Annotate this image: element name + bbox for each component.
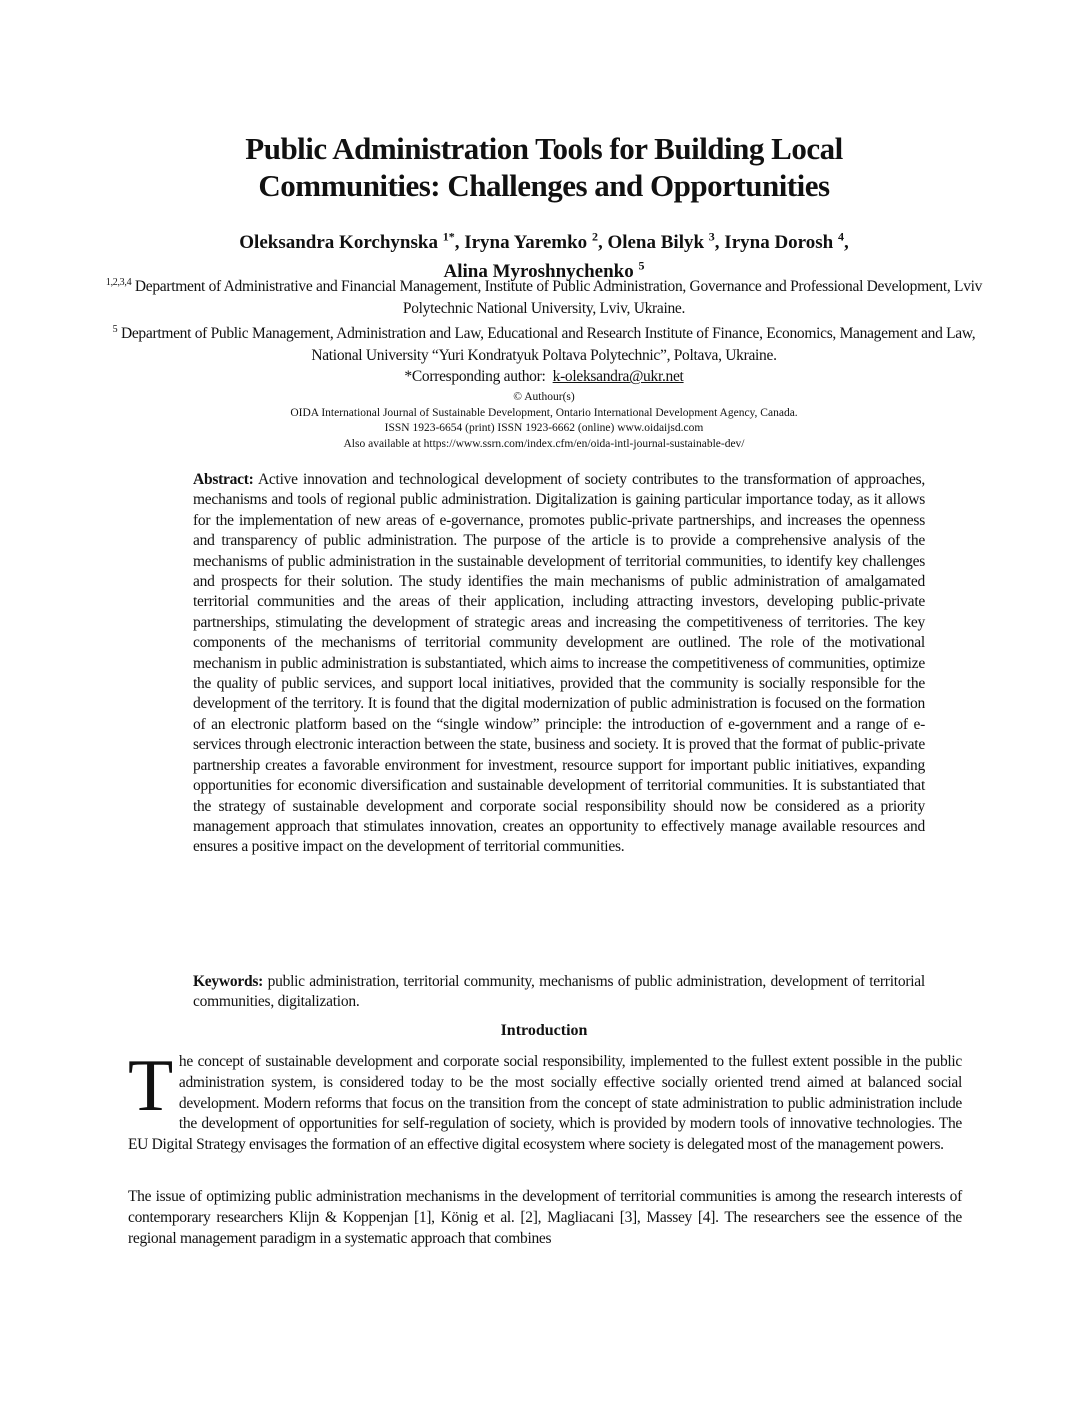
section-heading-introduction: Introduction (500, 1022, 588, 1039)
affiliation: $^{1,2,3,4}$ Department of Administrative and Financial Management, Institute of Public Administration, Governance and Professional Development, Lviv Polytechnic National University, Lviv, Ukraine. (105, 277, 983, 317)
intro-paragraph: The concept of sustainable development and corporate social responsibility, implemented to the fullest extent possible in the public administration system, is considered today to be the most socially effective socially oriented trend aimed at balanced social development. Modern reforms that focus on the transition from the concept of state administration to public administration include the development of opportunities for self-regulation of society, which is provided by modern tools of innovative technologies. The EU Digital Strategy envisages the formation of an effective digital ecosystem where society is delegated most of the management powers. (128, 1045, 962, 1154)
author: Iryna Dorosh $^4$, (724, 230, 849, 254)
author: Alina Myroshnychenko $^5$ (443, 258, 645, 282)
intro-paragraph: The issue of optimizing public administration mechanisms in the development of territorial communities is among the research interests of contemporary researchers Klijn & Koppenjan [1], König et al. [2], Magliacani [3], Massey [4]. The researchers see the essence of the regional management paradigm in a systematic approach that combines (128, 1188, 962, 1247)
affiliation: $^5$ Department of Public Management, Administration and Law, Educational and Research Institute of Finance, Economics, Management and Law, National University “Yuri Kondratyuk Poltava Polytechnic”, Poltava, Ukraine. (112, 324, 976, 364)
drop-cap: T (128, 1045, 173, 1127)
issn: ISSN 1923-6654 (print) ISSN 1923-6662 (online) www.oidaijsd.com (384, 422, 704, 434)
paper-title (0, 130, 1088, 204)
keywords-text: public administration, territorial community, mechanisms of public administration, development of territorial communities, digitalization. (193, 973, 925, 1011)
keywords-label: Keywords: (193, 973, 264, 990)
author: Olena Bilyk $^3$, (607, 230, 725, 254)
affiliations (100, 272, 988, 388)
title-line-2: Communities: Challenges and Opportunities (258, 168, 830, 203)
title-line-1: Public Administration Tools for Building Local (245, 131, 843, 166)
journal-name: OIDA International Journal of Sustainable Development, Ontario International Development Agency, Canada. (290, 406, 798, 419)
keywords (193, 972, 925, 1013)
abstract (193, 470, 925, 858)
availability: Also available at https://www.ssrn.com/index.cfm/en/oida-intl-journal-sustainable-dev/ (343, 437, 745, 450)
author: Oleksandra Korchynska $^{1*}$, (239, 230, 465, 254)
corresponding-author: *Corresponding author: k-oleksandra@ukr.net (404, 368, 684, 386)
corresponding-email-link[interactable]: k-oleksandra@ukr.net (552, 368, 684, 386)
abstract-text: Active innovation and technological development of society contributes to the transformation of approaches, mechanisms and tools of regional public administration. Digitalization is gaining particular importance today, as it allows for the implementation of new areas of e-governance, promotes public-private partnerships, and increases the openness and transparency of public administration. The purpose of the article is to provide a comprehensive analysis of the mechanisms of public administration in the sustainable development of territorial communities, to identify key challenges and prospects for their solution. The study identifies the main mechanisms of public administration of amalgamated territorial communities and the areas of their application, including attracting investors, developing public-private partnerships, stimulating the development of strategic areas and increasing the competitiveness of territories. The key components of the mechanisms of territorial community development are outlined. The role of the motivational mechanism in public administration is substantiated, which aims to increase the competitiveness of communities, optimize the quality of public services, and support local initiatives, provided that the community is socially responsible for the development of the territory. It is found that the digital modernization of public administration is focused on the formation of an electronic platform based on the “single window” principle: the introduction of e-government and a range of e-services through electronic interaction between the state, business and society. It is proved that the format of public-private partnership creates a favorable environment for investment, resource support for important public initiatives, expanding opportunities for economic diversification and sustainable development of territorial communities. It is substantiated that the strategy of sustainable development and corporate social responsibility should now be considered as a priority management approach that stimulates innovation, creates an opportunity to effectively manage available resources and ensures a positive impact on the development of territorial communities. (193, 471, 925, 856)
copyright: © Authour(s) (513, 391, 575, 403)
abstract-label: Abstract: (193, 471, 254, 488)
author: Iryna Yaremko $^2$, (464, 230, 608, 254)
publication-info (0, 390, 1088, 452)
